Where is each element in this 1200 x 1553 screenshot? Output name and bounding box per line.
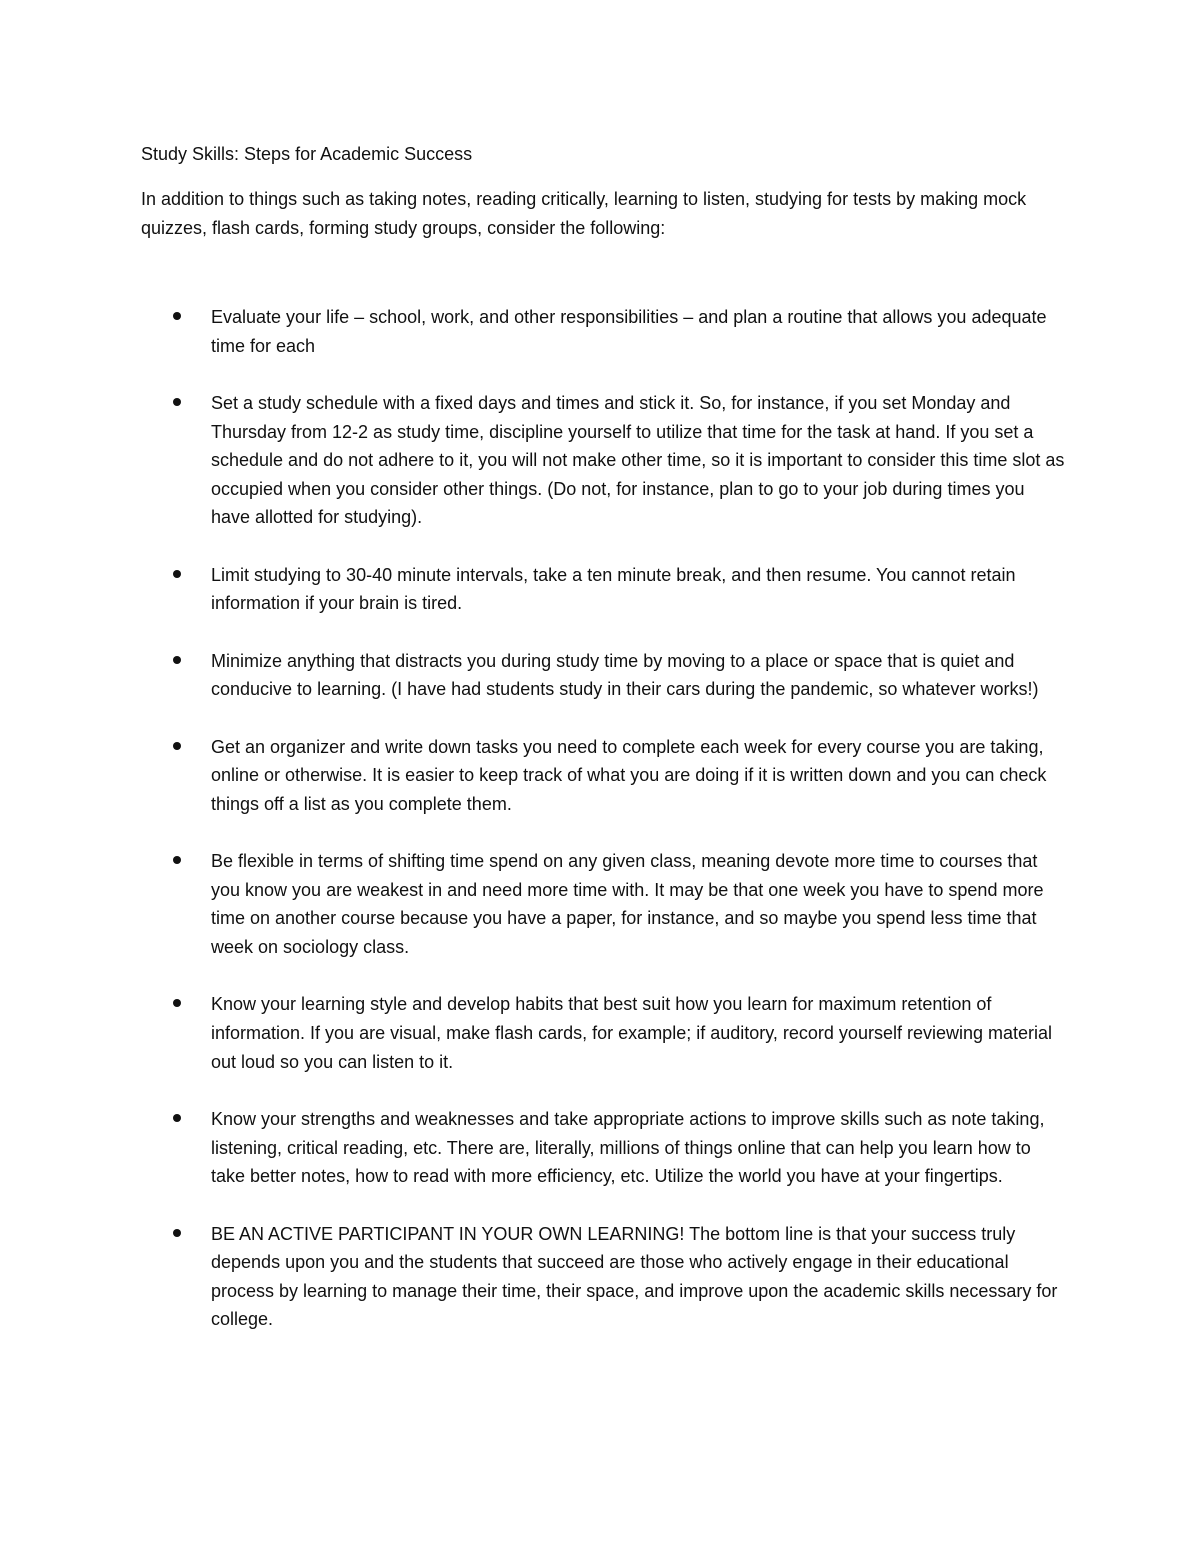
bullet-icon — [173, 312, 181, 320]
list-item-text: Minimize anything that distracts you during study time by moving to a place or space that is quiet and conducive to learning. (I have had students study in their cars during the pandemic, so whatever works!) — [211, 650, 1039, 700]
list-item — [141, 847, 1066, 961]
document-page — [141, 140, 1066, 1330]
bullet-icon — [173, 656, 181, 664]
bullet-icon — [173, 398, 181, 406]
list-item — [141, 561, 1066, 618]
bullet-icon — [173, 570, 181, 578]
bullet-list — [141, 303, 1066, 1363]
list-item — [141, 733, 1066, 819]
list-item-text: Get an organizer and write down tasks you need to complete each week for every course you are taking, online or otherwise. It is easier to keep track of what you are doing if it is written down and you can check things off a list as you complete them. — [211, 736, 1047, 814]
list-item-text: Limit studying to 30-40 minute intervals, take a ten minute break, and then resume. You cannot retain information if your brain is tired. — [211, 564, 1016, 614]
list-item — [141, 1105, 1066, 1191]
document-title: Study Skills: Steps for Academic Success — [141, 144, 473, 164]
list-item-text: Know your learning style and develop habits that best suit how you learn for maximum retention of information. If you are visual, make flash cards, for example; if auditory, record yourself reviewing material out loud so you can listen to it. — [211, 994, 1053, 1072]
list-item-text: Evaluate your life – school, work, and other responsibilities – and plan a routine that allows you adequate time for each — [211, 307, 1047, 356]
bullet-icon — [173, 856, 181, 864]
list-item — [141, 1220, 1066, 1334]
list-item — [141, 990, 1066, 1076]
list-item-text: BE AN ACTIVE PARTICIPANT IN YOUR OWN LEARNING! The bottom line is that your success truly depends upon you and the students that succeed are those who actively engage in their educational process by learning to manage their time, their space, and improve upon the academic skills necessary for college. — [211, 1223, 1058, 1330]
list-item-text: Know your strengths and weaknesses and take appropriate actions to improve skills such as note taking, listening, critical reading, etc. There are, literally, millions of things online that can help you learn how to take better notes, how to read with more efficiency, etc. Utilize the world you have at your fingertips. — [211, 1109, 1045, 1187]
list-item — [141, 303, 1066, 360]
intro-paragraph: In addition to things such as taking notes, reading critically, learning to listen, studying for tests by making mock quizzes, flash cards, forming study groups, consider the following: — [141, 189, 1027, 238]
bullet-icon — [173, 1229, 181, 1237]
list-item-text: Be flexible in terms of shifting time spend on any given class, meaning devote more time to courses that you know you are weakest in and need more time with. It may be that one week you have to spend more time on another course because you have a paper, for instance, and so maybe you spend less time that week on sociology class. — [211, 851, 1044, 958]
bullet-icon — [173, 999, 181, 1007]
list-item-text: Set a study schedule with a fixed days and times and stick it. So, for instance, if you set Monday and Thursday from 12-2 as study time, discipline yourself to utilize that time for the task at hand. If you set a schedule and do not adhere to it, you will not make other time, so it is important to consider this time slot as occupied when you consider other things. (Do not, for instance, plan to go to your job during times you have allotted for studying). — [211, 392, 1065, 528]
list-item — [141, 647, 1066, 704]
bullet-icon — [173, 742, 181, 750]
list-item — [141, 389, 1066, 532]
bullet-icon — [173, 1114, 181, 1122]
